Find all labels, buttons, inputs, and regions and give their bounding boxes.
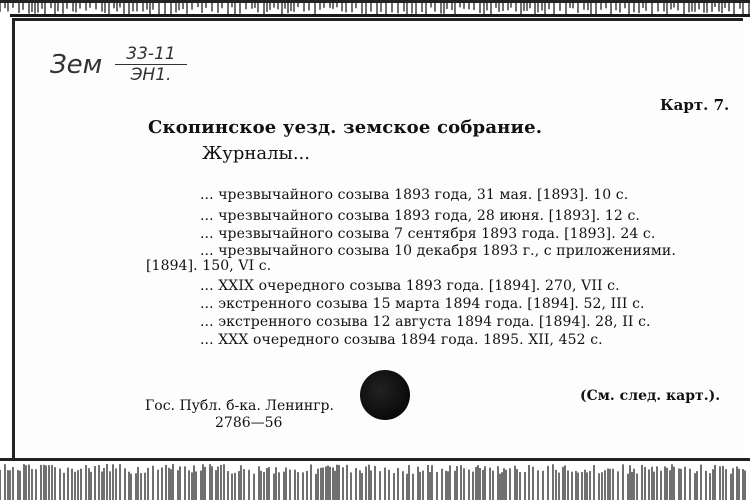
handwritten-shelfmark-prefix: Зем	[50, 50, 103, 80]
card-subheading: Журналы...	[202, 143, 310, 164]
entry-line: ... чрезвычайного созыва 1893 года, 28 июня. [1893]. 12 с.	[200, 208, 640, 224]
see-next-card: (См. след. карт.).	[580, 388, 721, 404]
shelfmark-numerator: 33-11	[115, 44, 187, 65]
handwritten-shelfmark-fraction	[115, 44, 187, 85]
card-heading: Скопинское уезд. земское собрание.	[148, 117, 543, 138]
entry-line: ... XXIX очередного созыва 1893 года. [1894]. 270, VII с.	[200, 278, 620, 294]
accession-number: 2786—56	[215, 415, 283, 431]
entry-line: ... экстренного созыва 15 марта 1894 года. [1894]. 52, III с.	[200, 296, 645, 312]
scan-edge-top	[0, 0, 750, 20]
entry-line: ... XXX очередного созыва 1894 года. 1895. XII, 452 с.	[200, 332, 603, 348]
card-number: Карт. 7.	[660, 96, 730, 114]
entry-line: ... чрезвычайного созыва 1893 года, 31 мая. [1893]. 10 с.	[200, 187, 629, 203]
scan-edge-bottom	[0, 458, 750, 500]
entry-line: [1894]. 150, VI с.	[146, 258, 272, 274]
entry-line: ... экстренного созыва 12 августа 1894 года. [1894]. 28, II с.	[200, 314, 651, 330]
entry-line: ... чрезвычайного созыва 10 декабря 1893 г., с приложениями.	[200, 243, 676, 259]
entry-line: ... чрезвычайного созыва 7 сентября 1893 года. [1893]. 24 с.	[200, 226, 656, 242]
library-name: Гос. Публ. б-ка. Ленингр.	[145, 398, 334, 414]
shelfmark-denominator: ЭН1.	[130, 65, 172, 85]
library-stamp	[360, 370, 410, 420]
